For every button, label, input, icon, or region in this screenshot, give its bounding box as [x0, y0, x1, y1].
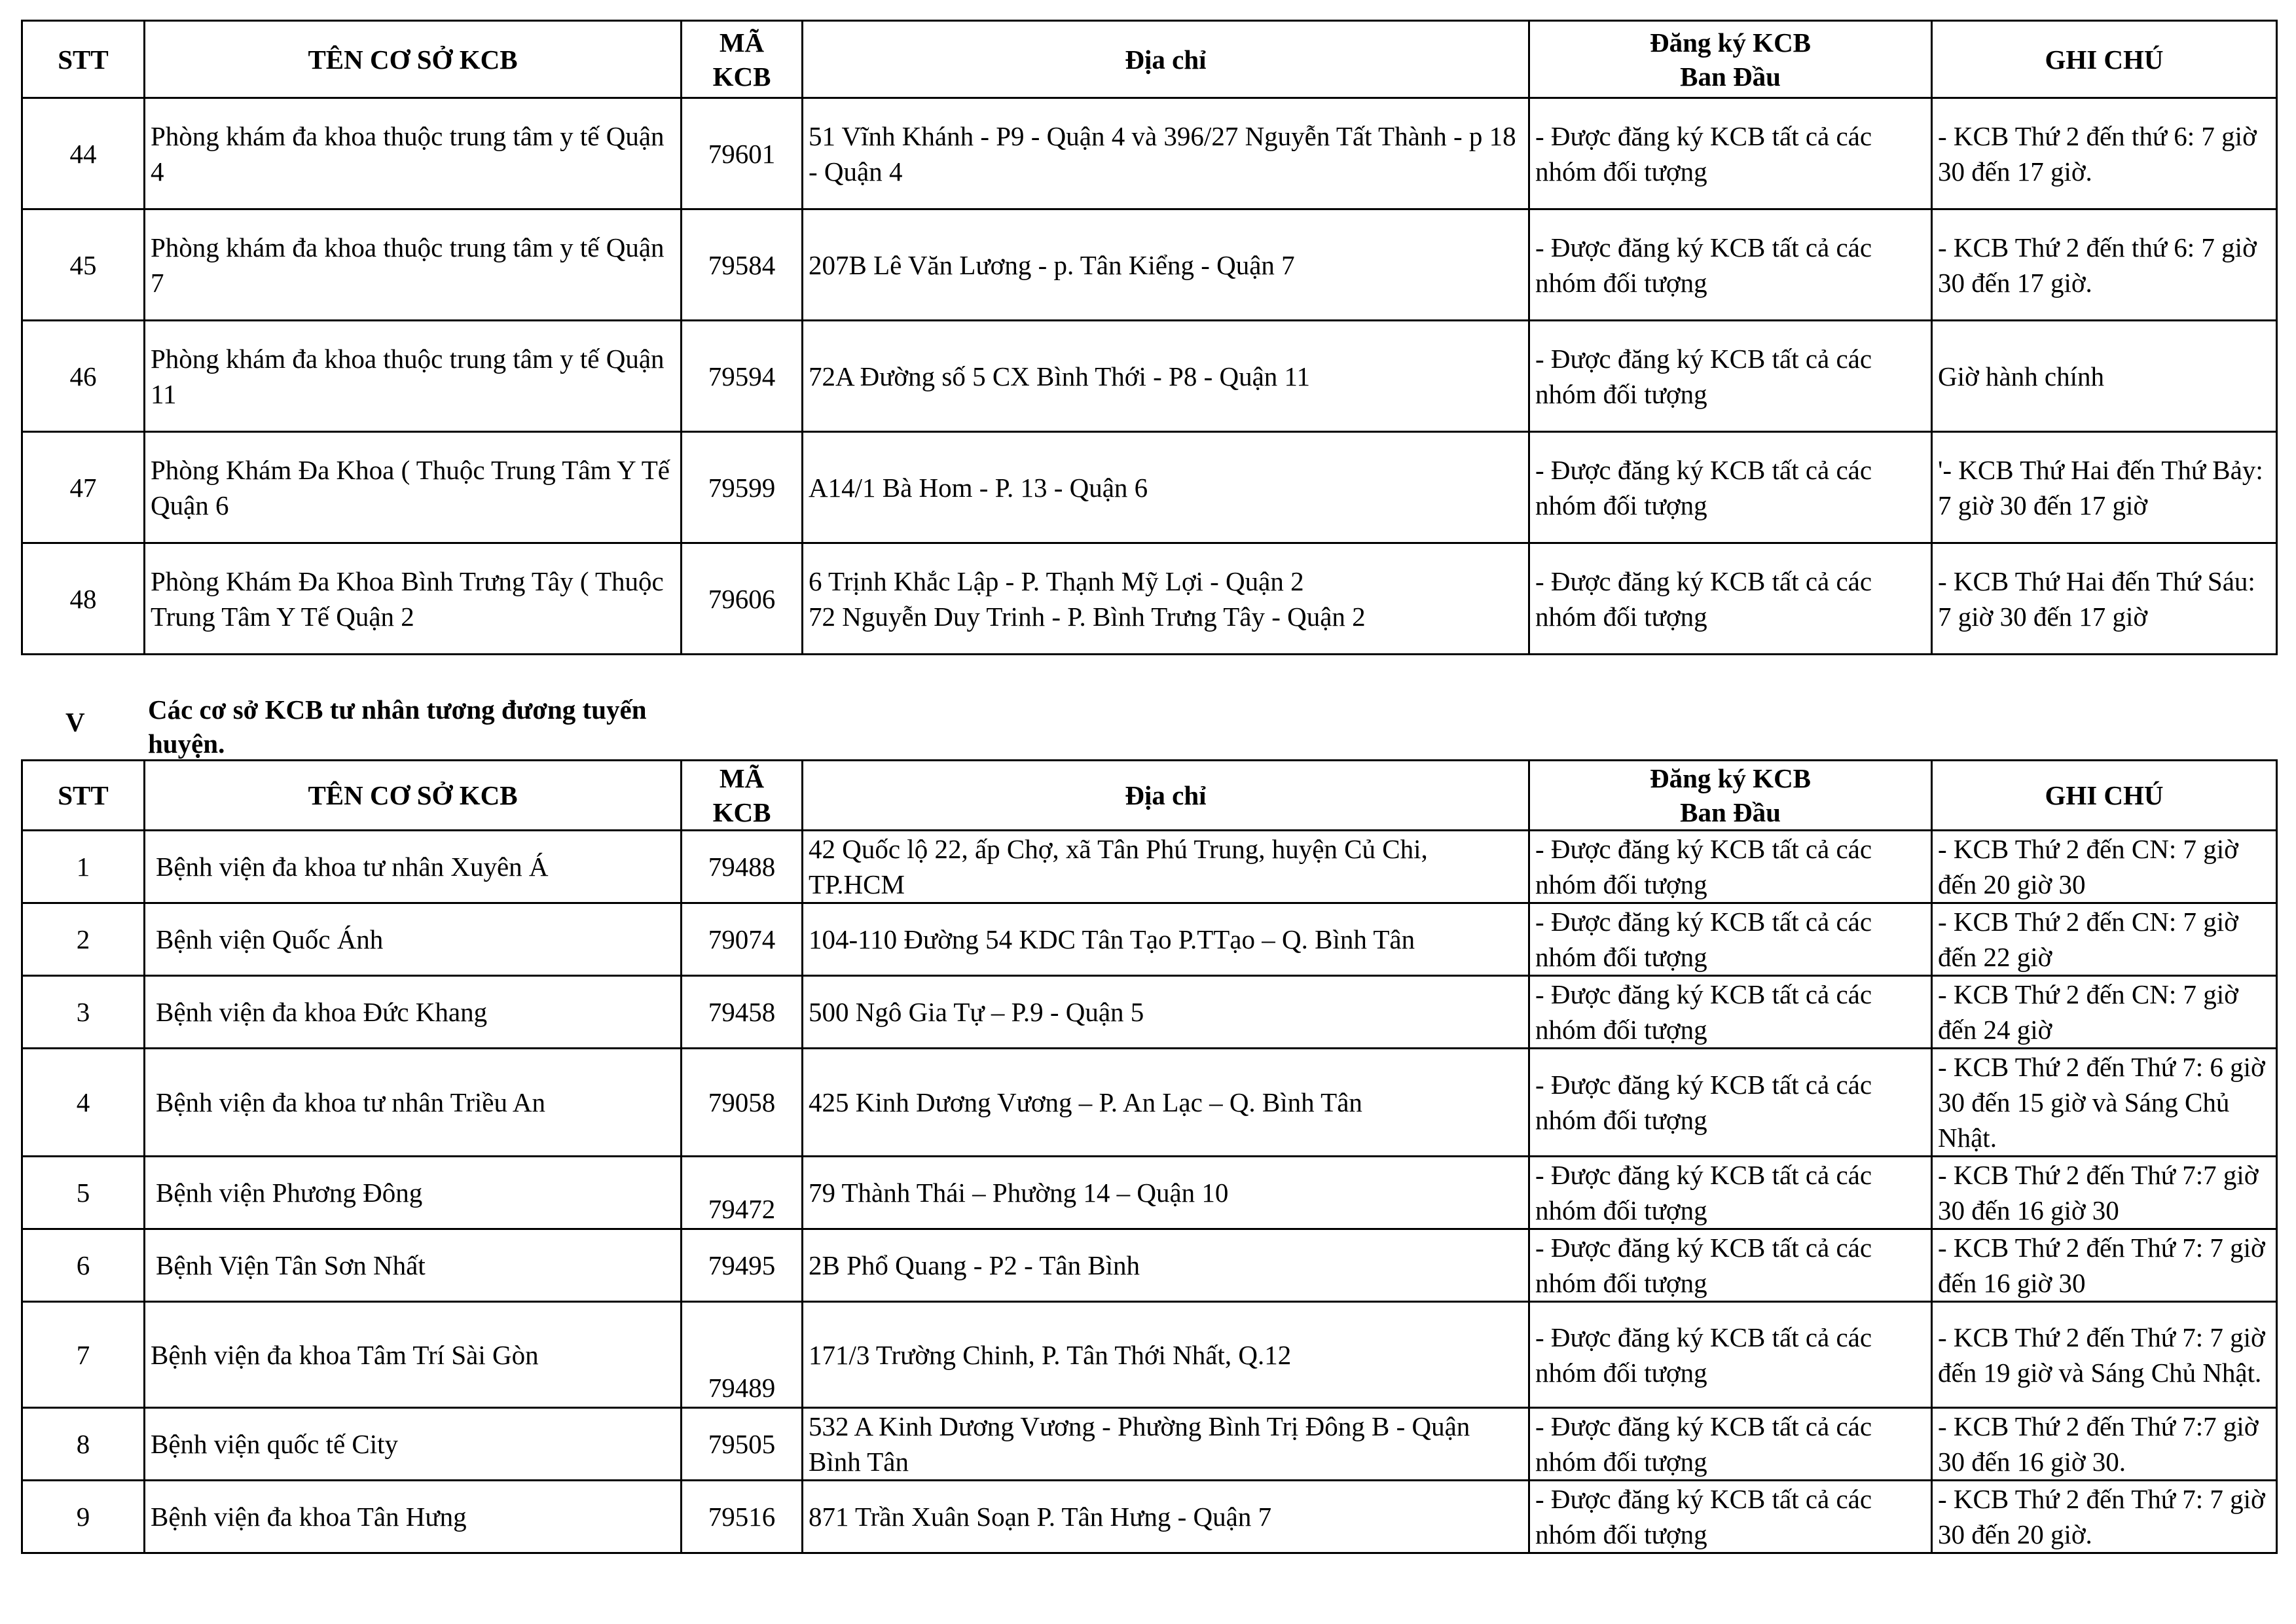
table-row — [22, 1302, 2277, 1408]
table-row — [22, 432, 2277, 543]
cell-code: 79599 — [682, 432, 803, 543]
table-row — [22, 543, 2277, 655]
cell-note: - KCB Thứ 2 đến Thứ 7:7 giờ 30 đến 16 giờ 30. — [1932, 1408, 2277, 1481]
table-row — [22, 1049, 2277, 1157]
cell-code: 79472 — [682, 1157, 803, 1229]
cell-code: 79594 — [682, 321, 803, 432]
header-note: GHI CHÚ — [1932, 761, 2277, 831]
cell-stt: 7 — [22, 1302, 145, 1408]
cell-stt: 9 — [22, 1481, 145, 1553]
cell-address: 51 Vĩnh Khánh - P9 - Quận 4 và 396/27 Nguyễn Tất Thành - p 18 - Quận 4 — [803, 98, 1529, 209]
cell-code: 79074 — [682, 903, 803, 976]
cell-registration: - Được đăng ký KCB tất cả các nhóm đối tượng — [1529, 976, 1932, 1049]
cell-address: A14/1 Bà Hom - P. 13 - Quận 6 — [803, 432, 1529, 543]
cell-note: - KCB Thứ Hai đến Thứ Sáu: 7 giờ 30 đến 17 giờ — [1932, 543, 2277, 655]
header-registration: Đăng ký KCB Ban Đầu — [1529, 761, 1932, 831]
header-registration: Đăng ký KCB Ban Đầu — [1529, 21, 1932, 98]
cell-registration: - Được đăng ký KCB tất cả các nhóm đối tượng — [1529, 98, 1932, 209]
cell-stt: 6 — [22, 1229, 145, 1302]
address-line-2: 72 Nguyễn Duy Trinh - P. Bình Trưng Tây - Quận 2 — [809, 601, 1366, 632]
facility-table-private — [21, 759, 2278, 1554]
cell-name: Bệnh viện đa khoa Tâm Trí Sài Gòn — [145, 1302, 682, 1408]
cell-registration: - Được đăng ký KCB tất cả các nhóm đối tượng — [1529, 1408, 1932, 1481]
cell-stt: 45 — [22, 209, 145, 321]
cell-stt: 48 — [22, 543, 145, 655]
cell-name: Phòng khám đa khoa thuộc trung tâm y tế Quận 11 — [145, 321, 682, 432]
cell-registration: - Được đăng ký KCB tất cả các nhóm đối tượng — [1529, 831, 1932, 903]
table-row — [22, 209, 2277, 321]
header-stt: STT — [22, 761, 145, 831]
cell-code: 79606 — [682, 543, 803, 655]
cell-code: 79601 — [682, 98, 803, 209]
table-row — [22, 1408, 2277, 1481]
cell-stt: 1 — [22, 831, 145, 903]
cell-address: 425 Kinh Dương Vương – P. An Lạc – Q. Bình Tân — [803, 1049, 1529, 1157]
cell-registration: - Được đăng ký KCB tất cả các nhóm đối tượng — [1529, 1302, 1932, 1408]
cell-note: - KCB Thứ 2 đến Thứ 7: 6 giờ 30 đến 15 giờ và Sáng Chủ Nhật. — [1932, 1049, 2277, 1157]
address-line-1: 6 Trịnh Khắc Lập - P. Thạnh Mỹ Lợi - Quận 2 — [809, 566, 1304, 596]
cell-address: 207B Lê Văn Lương - p. Tân Kiểng - Quận 7 — [803, 209, 1529, 321]
cell-stt: 47 — [22, 432, 145, 543]
cell-note: - KCB Thứ 2 đến CN: 7 giờ đến 20 giờ 30 — [1932, 831, 2277, 903]
cell-code: 79458 — [682, 976, 803, 1049]
cell-stt: 2 — [22, 903, 145, 976]
cell-code: 79505 — [682, 1408, 803, 1481]
table-header-row — [22, 761, 2277, 831]
cell-name: Bệnh viện đa khoa Tân Hưng — [145, 1481, 682, 1553]
table-row — [22, 976, 2277, 1049]
header-code: MÃ KCB — [682, 761, 803, 831]
cell-stt: 4 — [22, 1049, 145, 1157]
table-row — [22, 1481, 2277, 1553]
table-header-row — [22, 21, 2277, 98]
cell-name: Bệnh viện đa khoa Đức Khang — [145, 976, 682, 1049]
cell-registration: - Được đăng ký KCB tất cả các nhóm đối tượng — [1529, 1229, 1932, 1302]
cell-note: Giờ hành chính — [1932, 321, 2277, 432]
cell-address: 532 A Kinh Dương Vương - Phường Bình Trị Đông B - Quận Bình Tân — [803, 1408, 1529, 1481]
cell-note: - KCB Thứ 2 đến CN: 7 giờ đến 24 giờ — [1932, 976, 2277, 1049]
cell-note: - KCB Thứ 2 đến Thứ 7: 7 giờ 30 đến 20 giờ. — [1932, 1481, 2277, 1553]
cell-code: 79495 — [682, 1229, 803, 1302]
cell-address — [803, 543, 1529, 655]
cell-name: Phòng khám đa khoa thuộc trung tâm y tế Quận 4 — [145, 98, 682, 209]
table-row — [22, 98, 2277, 209]
cell-name: Bệnh viện Phương Đông — [145, 1157, 682, 1229]
cell-note: - KCB Thứ 2 đến Thứ 7:7 giờ 30 đến 16 giờ 30 — [1932, 1157, 2277, 1229]
cell-address: 42 Quốc lộ 22, ấp Chợ, xã Tân Phú Trung, huyện Củ Chi, TP.HCM — [803, 831, 1529, 903]
table-row — [22, 831, 2277, 903]
cell-code: 79584 — [682, 209, 803, 321]
cell-address: 104-110 Đường 54 KDC Tân Tạo P.TTạo – Q. Bình Tân — [803, 903, 1529, 976]
cell-note: - KCB Thứ 2 đến CN: 7 giờ đến 22 giờ — [1932, 903, 2277, 976]
cell-address: 500 Ngô Gia Tự – P.9 - Quận 5 — [803, 976, 1529, 1049]
cell-note: - KCB Thứ 2 đến thứ 6: 7 giờ 30 đến 17 giờ. — [1932, 98, 2277, 209]
cell-code: 79058 — [682, 1049, 803, 1157]
section-heading — [0, 691, 2296, 759]
cell-note: - KCB Thứ 2 đến Thứ 7: 7 giờ đến 19 giờ và Sáng Chủ Nhật. — [1932, 1302, 2277, 1408]
cell-address: 871 Trần Xuân Soạn P. Tân Hưng - Quận 7 — [803, 1481, 1529, 1553]
cell-registration: - Được đăng ký KCB tất cả các nhóm đối tượng — [1529, 543, 1932, 655]
cell-code: 79516 — [682, 1481, 803, 1553]
cell-name: Bệnh viện đa khoa tư nhân Xuyên Á — [145, 831, 682, 903]
cell-registration: - Được đăng ký KCB tất cả các nhóm đối tượng — [1529, 1481, 1932, 1553]
header-name: TÊN CƠ SỞ KCB — [145, 761, 682, 831]
header-stt: STT — [22, 21, 145, 98]
cell-name: Phòng Khám Đa Khoa ( Thuộc Trung Tâm Y Tế Quận 6 — [145, 432, 682, 543]
cell-code: 79488 — [682, 831, 803, 903]
cell-registration: - Được đăng ký KCB tất cả các nhóm đối tượng — [1529, 321, 1932, 432]
cell-name: Phòng khám đa khoa thuộc trung tâm y tế Quận 7 — [145, 209, 682, 321]
cell-name: Bệnh viện đa khoa tư nhân Triều An — [145, 1049, 682, 1157]
header-note: GHI CHÚ — [1932, 21, 2277, 98]
cell-stt: 46 — [22, 321, 145, 432]
cell-address: 2B Phổ Quang - P2 - Tân Bình — [803, 1229, 1529, 1302]
table-row — [22, 1157, 2277, 1229]
cell-stt: 3 — [22, 976, 145, 1049]
cell-note: - KCB Thứ 2 đến thứ 6: 7 giờ 30 đến 17 giờ. — [1932, 209, 2277, 321]
cell-address: 79 Thành Thái – Phường 14 – Quận 10 — [803, 1157, 1529, 1229]
cell-note: '- KCB Thứ Hai đến Thứ Bảy: 7 giờ 30 đến 17 giờ — [1932, 432, 2277, 543]
cell-registration: - Được đăng ký KCB tất cả các nhóm đối tượng — [1529, 1049, 1932, 1157]
cell-stt: 5 — [22, 1157, 145, 1229]
cell-stt: 44 — [22, 98, 145, 209]
table-row — [22, 903, 2277, 976]
header-name: TÊN CƠ SỞ KCB — [145, 21, 682, 98]
section-title: Các cơ sở KCB tư nhân tương đương tuyến huyện. — [148, 695, 647, 759]
table-row — [22, 321, 2277, 432]
cell-registration: - Được đăng ký KCB tất cả các nhóm đối tượng — [1529, 903, 1932, 976]
cell-registration: - Được đăng ký KCB tất cả các nhóm đối tượng — [1529, 1157, 1932, 1229]
cell-registration: - Được đăng ký KCB tất cả các nhóm đối tượng — [1529, 432, 1932, 543]
header-code: MÃ KCB — [682, 21, 803, 98]
table-row — [22, 1229, 2277, 1302]
cell-name: Bệnh viện Quốc Ánh — [145, 903, 682, 976]
cell-address: 171/3 Trường Chinh, P. Tân Thới Nhất, Q.12 — [803, 1302, 1529, 1408]
cell-name: Bệnh Viện Tân Sơn Nhất — [145, 1229, 682, 1302]
cell-code: 79489 — [682, 1302, 803, 1408]
section-number: V — [65, 707, 85, 737]
cell-name: Phòng Khám Đa Khoa Bình Trưng Tây ( Thuộc Trung Tâm Y Tế Quận 2 — [145, 543, 682, 655]
cell-registration: - Được đăng ký KCB tất cả các nhóm đối tượng — [1529, 209, 1932, 321]
facility-table-upper — [21, 20, 2278, 655]
cell-address: 72A Đường số 5 CX Bình Thới - P8 - Quận 11 — [803, 321, 1529, 432]
header-address: Địa chỉ — [803, 761, 1529, 831]
header-address: Địa chỉ — [803, 21, 1529, 98]
cell-name: Bệnh viện quốc tế City — [145, 1408, 682, 1481]
cell-stt: 8 — [22, 1408, 145, 1481]
cell-note: - KCB Thứ 2 đến Thứ 7: 7 giờ đến 16 giờ 30 — [1932, 1229, 2277, 1302]
